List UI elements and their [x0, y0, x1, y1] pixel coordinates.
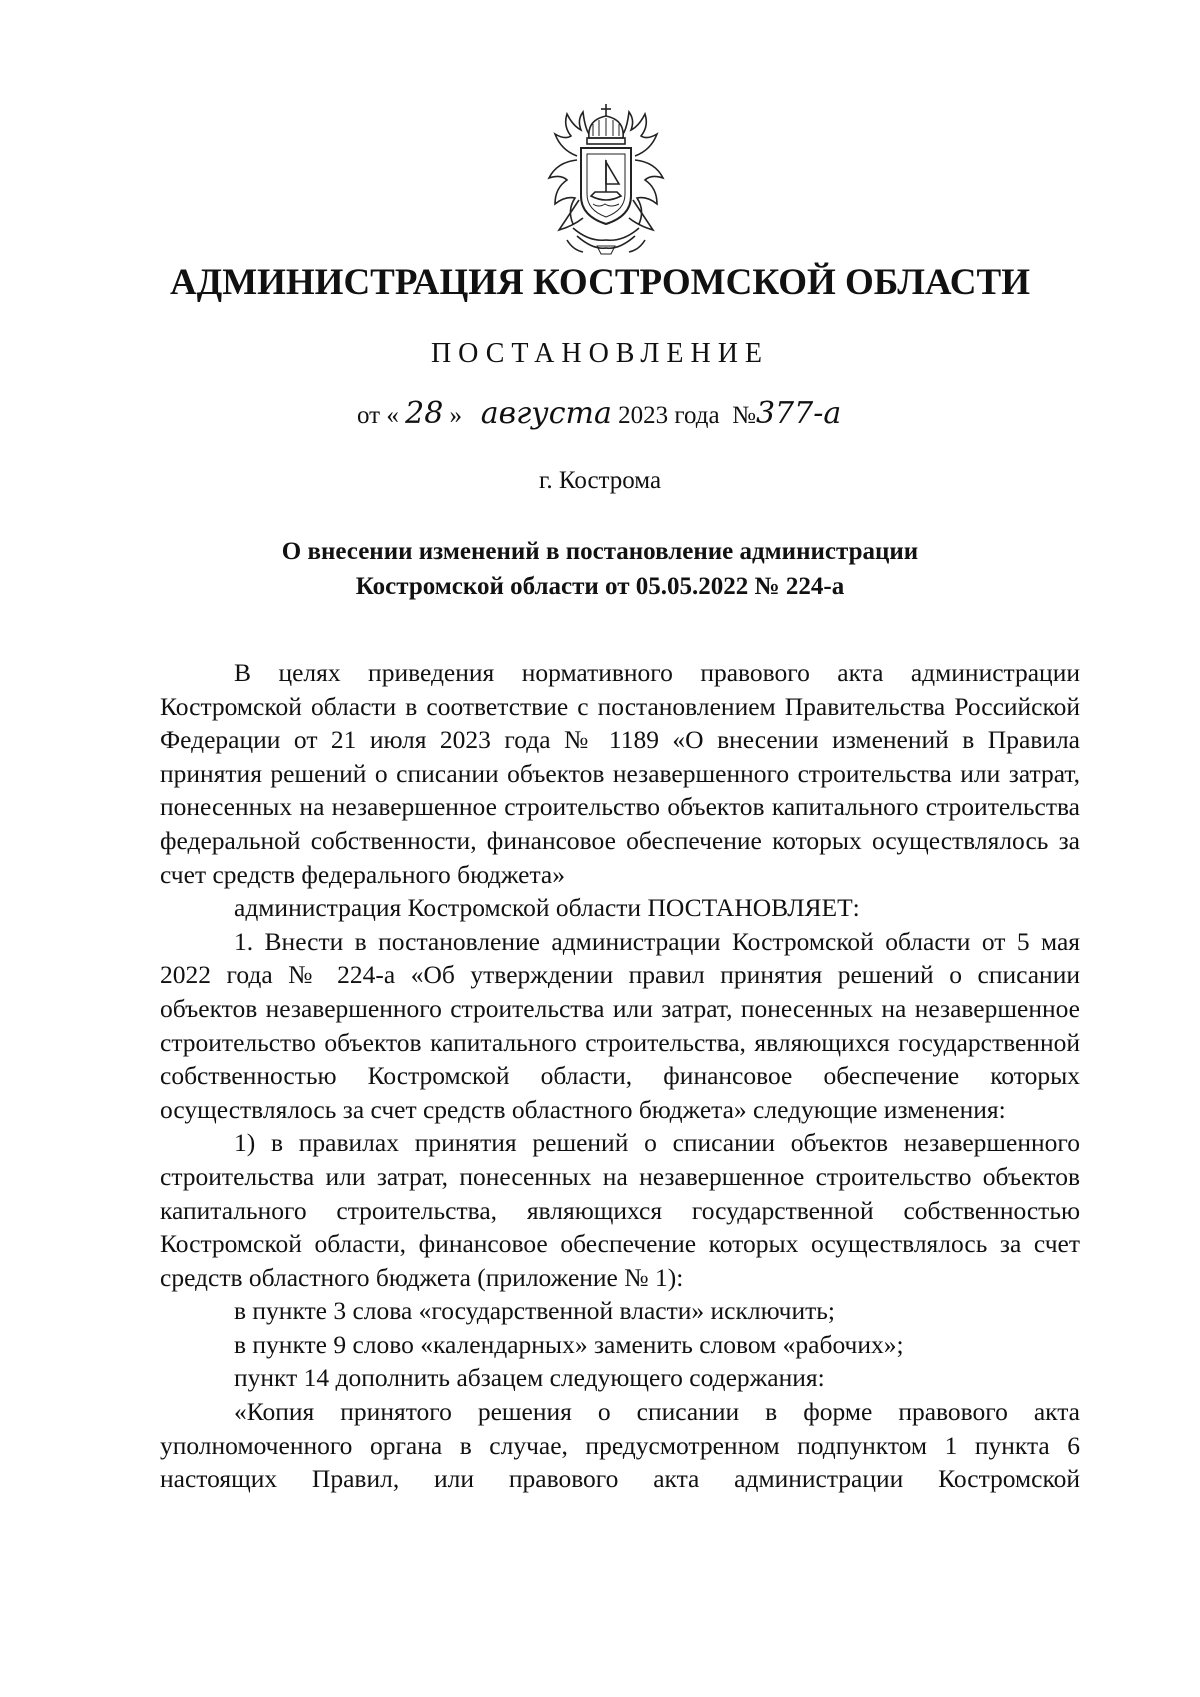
coat-of-arms-emblem	[537, 100, 675, 256]
subject-line-1: О внесении изменений в постановление администрации	[281, 538, 919, 565]
paragraph-point-14: пункт 14 дополнить абзацем следующего содержания:	[234, 1363, 825, 1393]
paragraph-resolves: администрация Костромской области ПОСТАНОВЛЯЕТ:	[234, 893, 860, 923]
paragraph-preamble: В целях приведения нормативного правового акта администрации Костромской области в соответствие с постановлением Правительства Российской Федерации от 21 июля 2023 года № 1189 «О внесении изменений в Правила принятия решений о списании объектов незавершенного строительства или затрат, понесенных на незавершенное строительство объектов капитального строительства федеральной собственности, финансовое обеспечение которых осуществлялось за счет средств федерального бюджета»	[160, 658, 1080, 889]
number-prefix: №	[732, 402, 756, 429]
document-type: ПОСТАНОВЛЕНИЕ	[430, 338, 770, 369]
paragraph-subitem-1: 1) в правилах принятия решений о списании объектов незавершенного строительства или затрат, понесенных на незавершенное строительство объектов капитального строительства, являющихся государственной собственностью Костромской области, финансовое обеспечение которых осуществлялось за счет средств областного бюджета (приложение № 1):	[160, 1128, 1080, 1292]
date-month-handwritten: августа	[480, 396, 612, 431]
paragraph-quote: «Копия принятого решения о списании в форме правового акта уполномоченного органа в случае, предусмотренном подпунктом 1 пункта 6 настоящих Правил, или правового акта администрации Костромской	[160, 1397, 1080, 1494]
date-close-quote: »	[449, 402, 463, 429]
date-day-handwritten: 28	[405, 396, 444, 431]
paragraph-point-9: в пункте 9 слово «календарных» заменить словом «рабочих»;	[234, 1329, 904, 1359]
document-body	[160, 656, 1080, 1496]
organization-title: АДМИНИСТРАЦИЯ КОСТРОМСКОЙ ОБЛАСТИ	[170, 262, 1030, 303]
date-prefix: от «	[357, 402, 399, 429]
city-name: г. Кострома	[538, 467, 662, 494]
date-year: 2023 года	[618, 402, 720, 429]
paragraph-item-1: 1. Внести в постановление администрации Костромской области от 5 мая 2022 года № 224-а «Об утверждении правил принятия решений о списании объектов незавершенного строительства или затрат, понесенных на незавершенное строительство объектов капитального строительства, являющихся государственной собственностью Костромской области, финансовое обеспечение которых осуществлялось за счет средств областного бюджета» следующие изменения:	[160, 926, 1080, 1124]
paragraph-point-3: в пункте 3 слова «государственной власти» исключить;	[234, 1296, 835, 1326]
document-subject	[240, 534, 960, 604]
subject-line-2: Костромской области от 05.05.2022 № 224-а	[355, 573, 845, 600]
document-number-handwritten: 377-а	[755, 396, 842, 431]
document-date-line	[357, 396, 842, 431]
